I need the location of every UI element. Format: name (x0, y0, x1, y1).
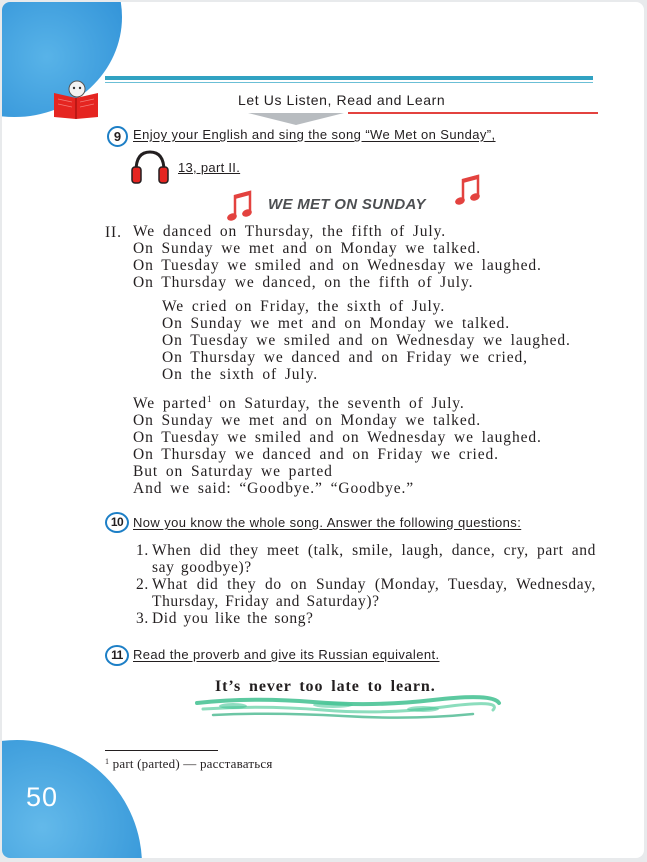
lyric-line: We cried on Friday, the sixth of July. (162, 298, 446, 315)
lyric-line: On Tuesday we smiled and on Wednesday we laughed. (133, 256, 542, 274)
lyric-line: On Sunday we met and on Monday we talked. (133, 411, 482, 429)
music-note-icon (454, 174, 482, 206)
headphones-icon (130, 149, 170, 185)
lyric-line: On the sixth of July. (162, 365, 319, 383)
question-text: Did you like the song? (152, 610, 314, 627)
lyric-line: On Tuesday we smiled and on Wednesday we laughed. (162, 331, 571, 349)
lyric-line: On Thursday we danced and on Friday we cried, (162, 348, 528, 366)
question-item (136, 542, 596, 576)
stanza-1 (133, 224, 542, 292)
lyric-line: But on Saturday we parted (133, 462, 333, 480)
song-title: WE MET ON SUNDAY (268, 196, 426, 213)
footnote-text: part (parted) — расставаться (112, 756, 273, 771)
exercise-11-number: 11 (105, 645, 129, 666)
header-rule-thin (105, 82, 593, 83)
exercise-11-instruction: Read the proverb and give its Russian equivalent. (133, 647, 440, 662)
footnote-mark: 1 (206, 394, 212, 404)
reading-book-icon (52, 79, 100, 119)
audio-track-label: 13, part II. (178, 160, 241, 175)
textbook-page (2, 2, 644, 858)
music-note-icon (226, 190, 254, 222)
lyric-text: We parted (133, 395, 207, 412)
lyric-line: On Sunday we met and on Monday we talked. (133, 239, 482, 257)
proverb: It’s never too late to learn. (215, 678, 436, 695)
lyric-line: On Thursday we danced, on the fifth of July. (133, 273, 474, 291)
question-item (136, 610, 596, 627)
question-number: 2. (136, 576, 149, 593)
lyric-text: on Saturday, the seventh of July. (211, 395, 465, 412)
stanza-2 (162, 299, 571, 384)
header-rule (105, 76, 593, 80)
footnote (105, 756, 273, 772)
footnote-rule (105, 750, 218, 751)
header-pointer (248, 113, 344, 125)
exercise-10-number: 10 (105, 512, 129, 533)
lyric-line: On Sunday we met and on Monday we talked. (162, 314, 511, 332)
exercise-9-instruction: Enjoy your English and sing the song “We Met on Sunday”, (133, 127, 496, 142)
lyric-line: On Tuesday we smiled and on Wednesday we laughed. (133, 428, 542, 446)
question-list (136, 542, 596, 627)
exercise-9-number: 9 (107, 126, 128, 147)
header-underline (348, 112, 598, 114)
exercise-10-instruction: Now you know the whole song. Answer the following questions: (133, 515, 522, 530)
question-number: 1. (136, 542, 149, 559)
question-text: When did they meet (talk, smile, laugh, dance, cry, part and say goodbye)? (152, 542, 596, 576)
brush-stroke-decoration (193, 695, 503, 719)
lyric-line: On Thursday we danced and on Friday we cried. (133, 445, 499, 463)
question-number: 3. (136, 610, 149, 627)
section-title: Let Us Listen, Read and Learn (238, 92, 446, 108)
question-text: What did they do on Sunday (Monday, Tuesday, Wednesday, Thursday, Friday and Saturday)? (152, 576, 596, 610)
lyric-line: We danced on Thursday, the fifth of July. (133, 223, 447, 240)
verse-label: II. (105, 224, 122, 241)
stanza-3 (133, 391, 542, 497)
footnote-mark: 1 (105, 757, 110, 766)
lyric-line (133, 391, 542, 413)
page-number: 50 (26, 782, 59, 812)
question-item (136, 576, 596, 610)
lyric-line: And we said: “Goodbye.” “Goodbye.” (133, 479, 415, 497)
